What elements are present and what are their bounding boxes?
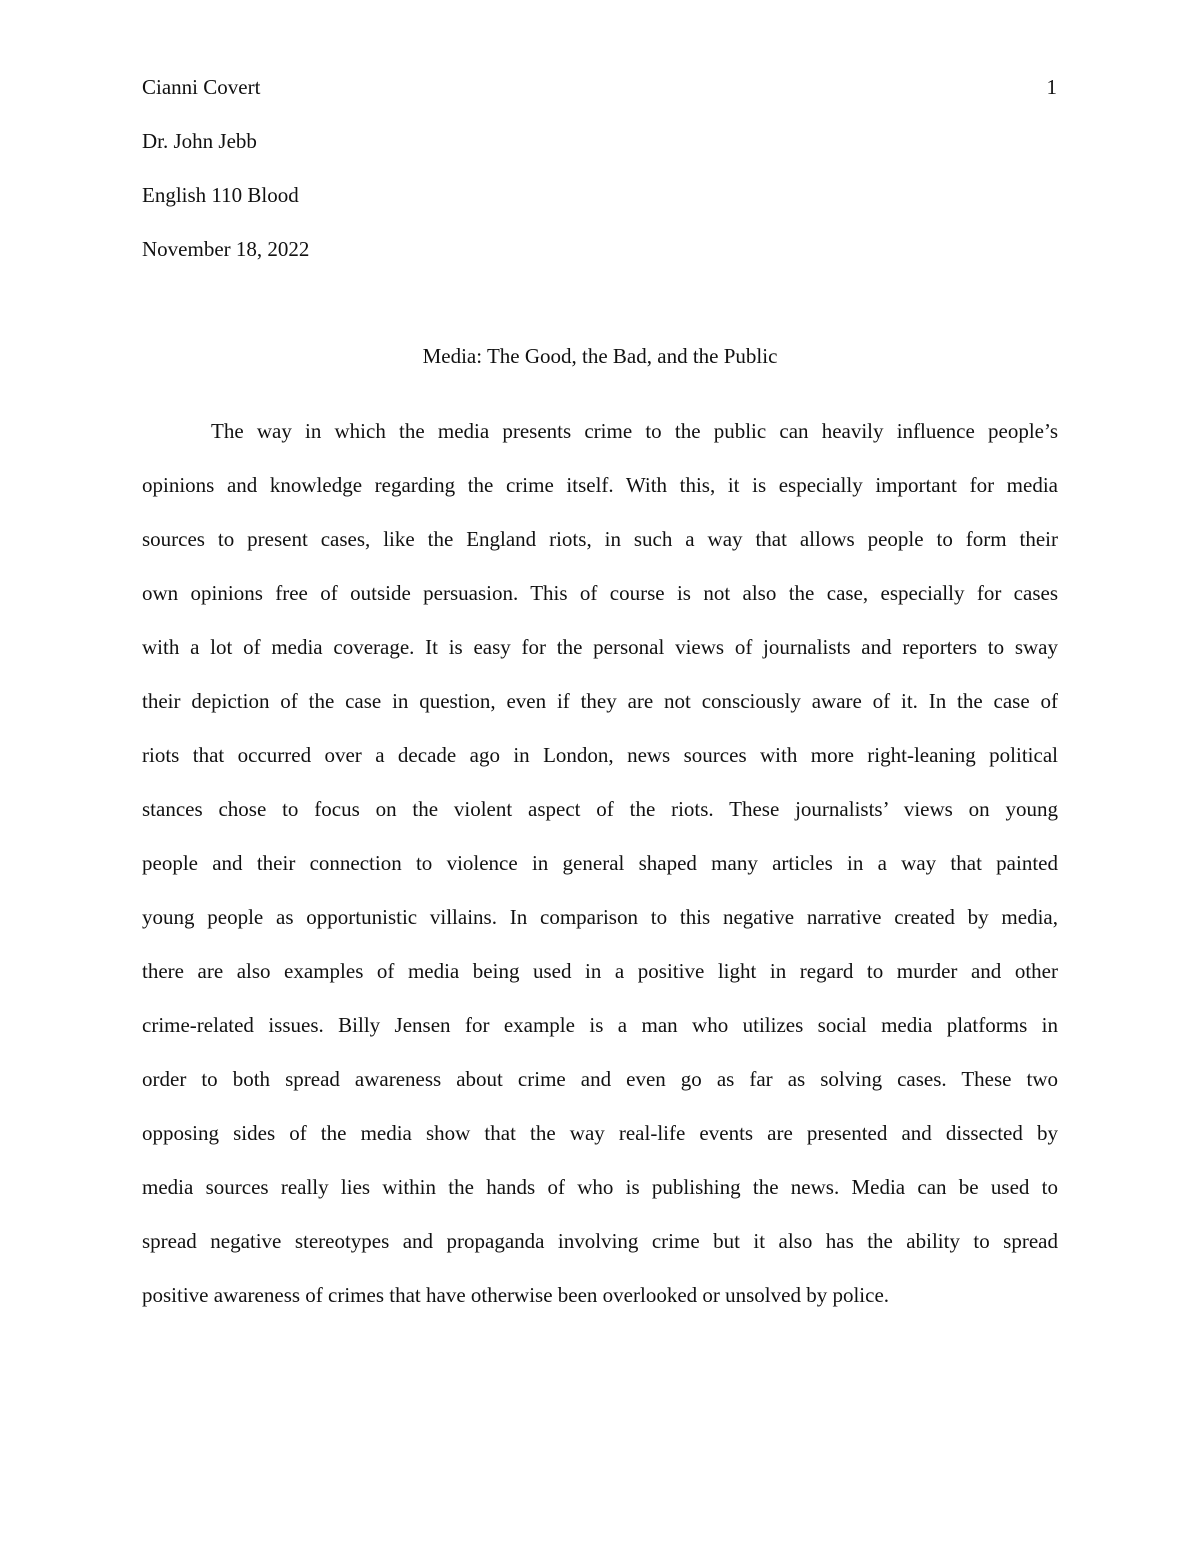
paragraph-line: young people as opportunistic villains. In comparison to this negative narrative created by media, [142,905,1058,929]
course-name: English 110 Blood [142,183,299,207]
paragraph-line: own opinions free of outside persuasion. This of course is not also the case, especially for cases [142,581,1058,605]
paragraph-line: opposing sides of the media show that the way real-life events are presented and dissected by [142,1121,1058,1145]
submission-date: November 18, 2022 [142,237,310,261]
paragraph-line: riots that occurred over a decade ago in London, news sources with more right-leaning political [142,743,1058,767]
paragraph-line: people and their connection to violence in general shaped many articles in a way that painted [142,851,1058,875]
instructor-name: Dr. John Jebb [142,129,257,153]
paragraph-line: there are also examples of media being used in a positive light in regard to murder and other [142,959,1058,983]
paragraph-line: The way in which the media presents crime to the public can heavily influence people’s [211,419,1058,443]
paragraph-line: opinions and knowledge regarding the crime itself. With this, it is especially important for media [142,473,1058,497]
paragraph-line: their depiction of the case in question, even if they are not consciously aware of it. In the case of [142,689,1058,713]
paragraph-line: media sources really lies within the hands of who is publishing the news. Media can be used to [142,1175,1058,1199]
paragraph-line: spread negative stereotypes and propaganda involving crime but it also has the ability to spread [142,1229,1058,1253]
paragraph-line: crime-related issues. Billy Jensen for example is a man who utilizes social media platforms in [142,1013,1058,1037]
page-number: 1 [1046,75,1057,99]
paragraph-line: with a lot of media coverage. It is easy for the personal views of journalists and reporters to sway [142,635,1058,659]
essay-title: Media: The Good, the Bad, and the Public [422,344,778,368]
paragraph-line: sources to present cases, like the England riots, in such a way that allows people to form their [142,527,1058,551]
paragraph-line: positive awareness of crimes that have otherwise been overlooked or unsolved by police. [142,1283,890,1307]
paragraph-line: stances chose to focus on the violent aspect of the riots. These journalists’ views on young [142,797,1058,821]
author-name: Cianni Covert [142,75,261,99]
paragraph-line: order to both spread awareness about crime and even go as far as solving cases. These two [142,1067,1058,1091]
